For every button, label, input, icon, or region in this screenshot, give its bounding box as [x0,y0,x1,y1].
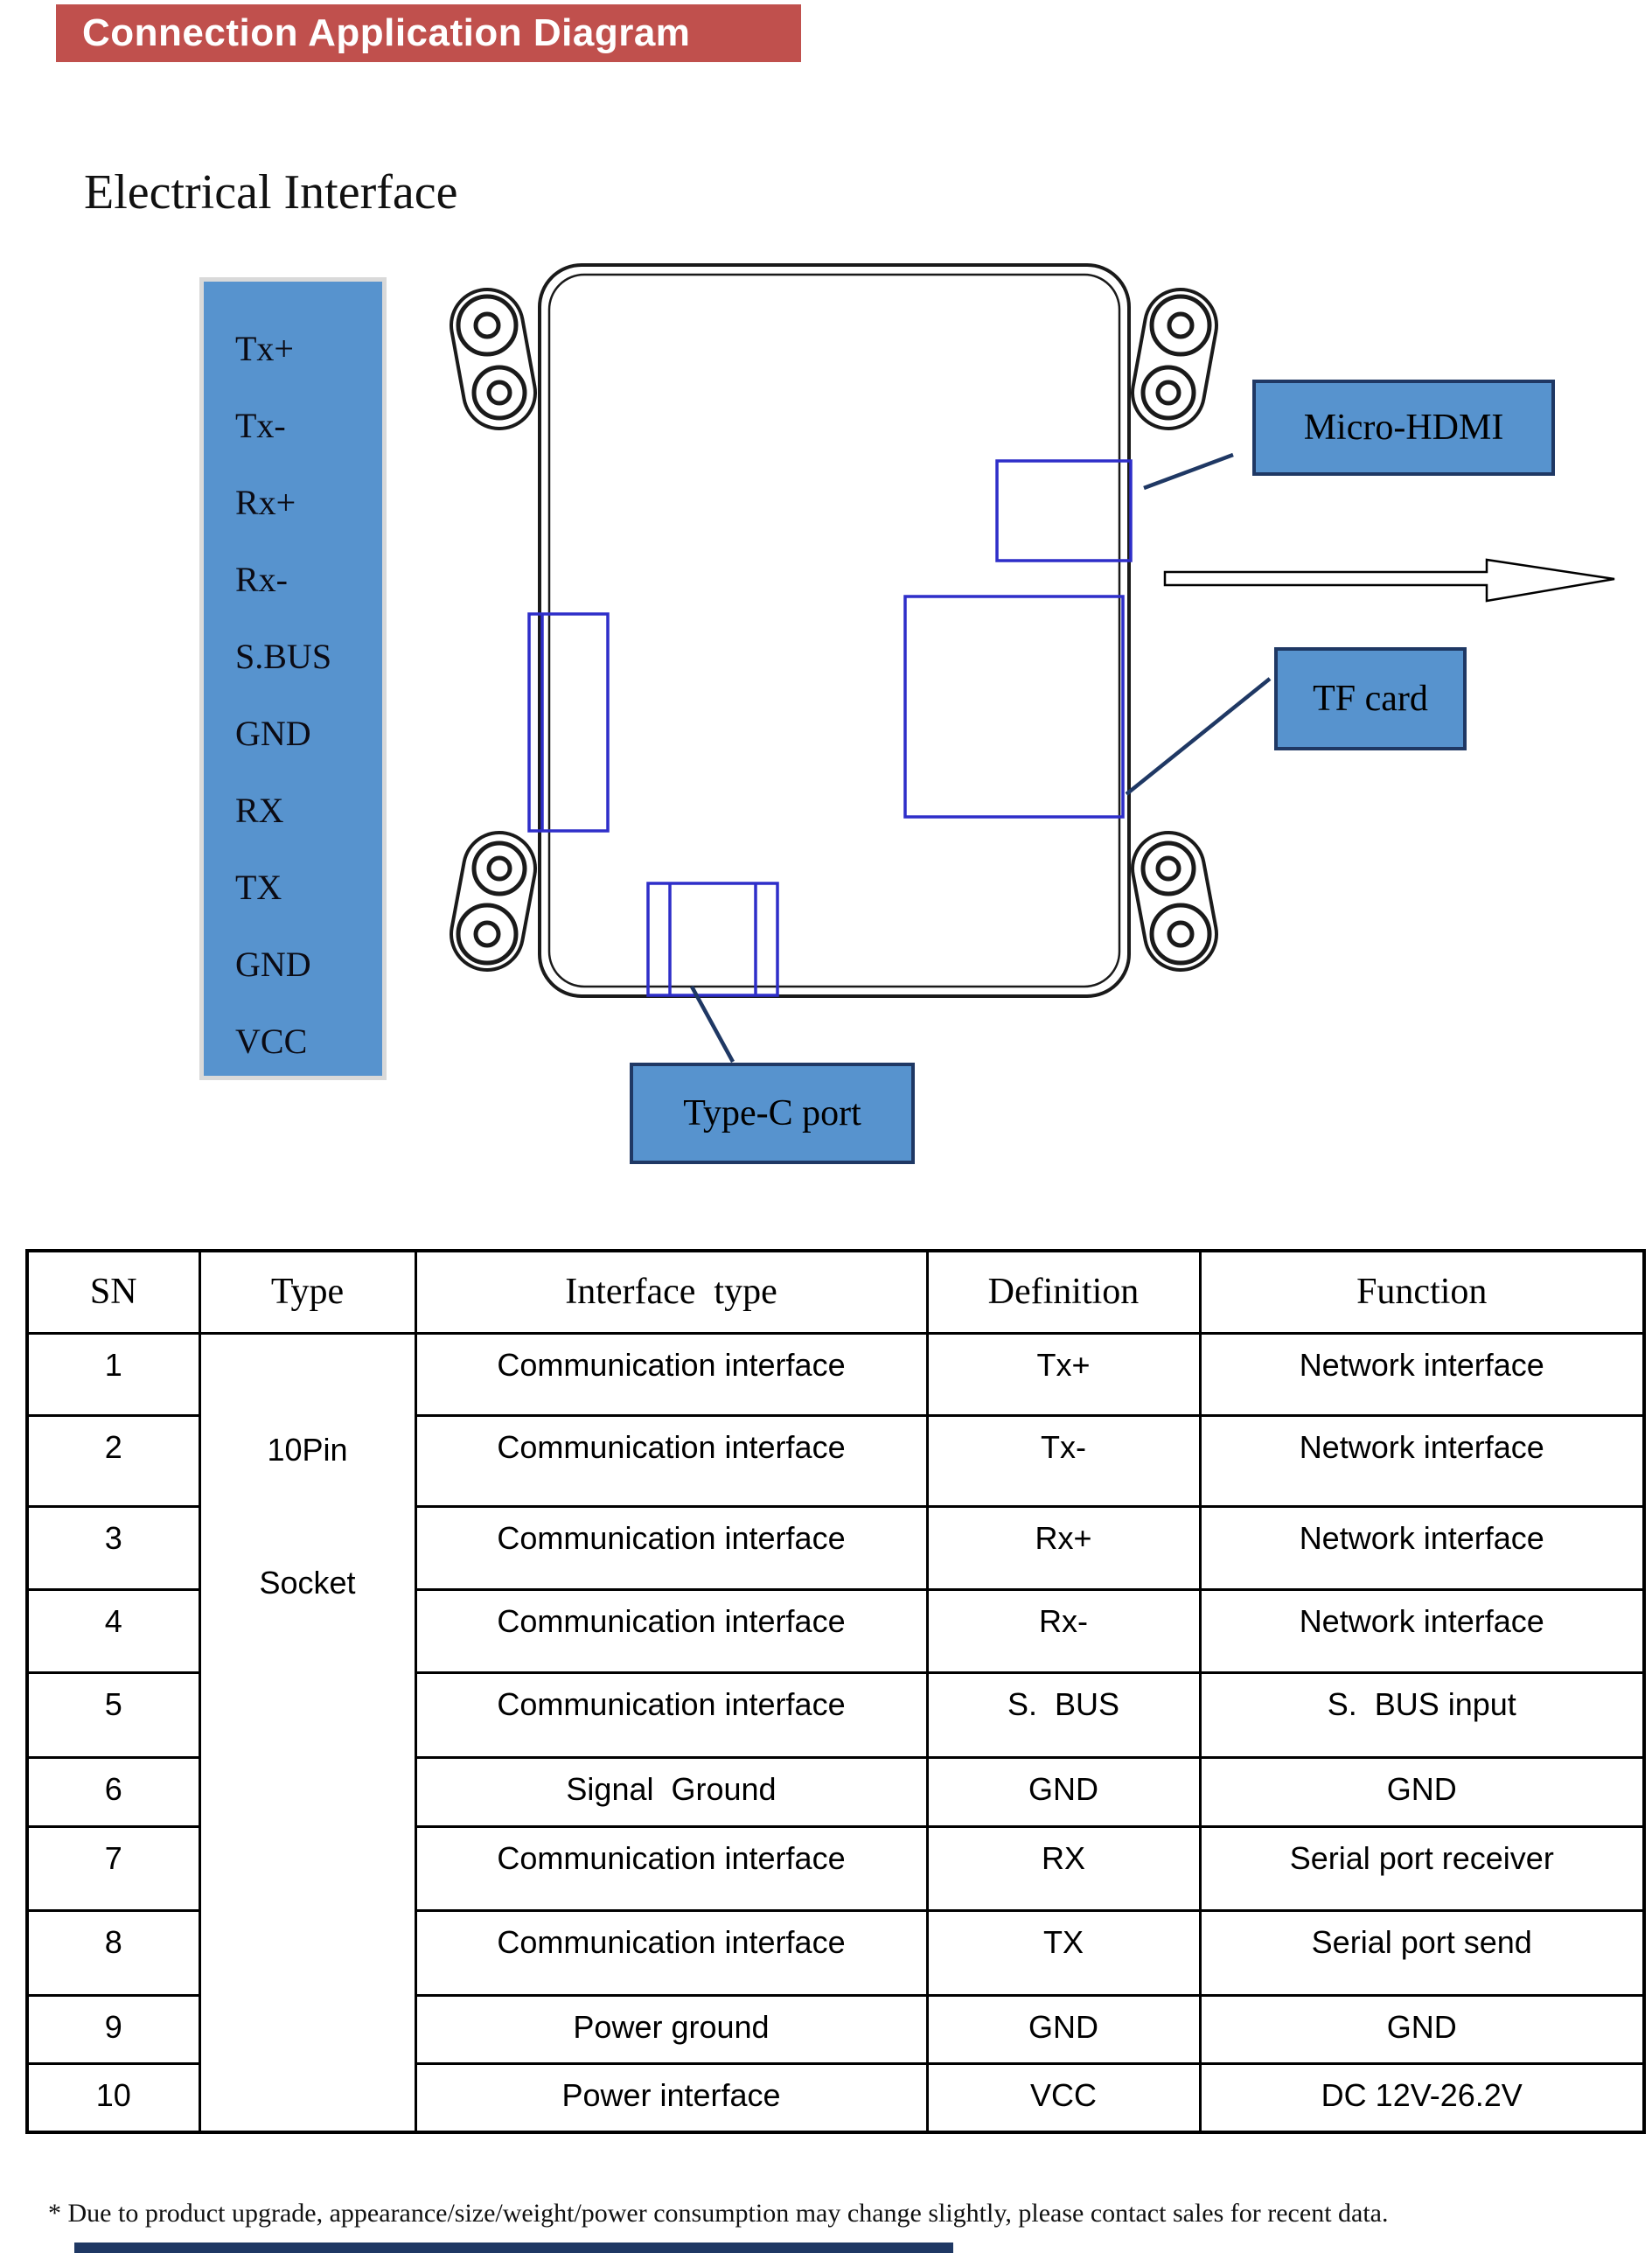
pin-label: Tx- [235,406,286,445]
col-header-type: Type [199,1251,415,1333]
cell-sn: 1 [27,1333,199,1415]
leader-line-tf [1126,679,1270,794]
cell-definition: GND [927,1757,1200,1826]
cell-sn: 6 [27,1757,199,1826]
pin-label: GND [235,945,311,984]
cell-interface: Communication interface [415,1910,927,1995]
cell-interface: Communication interface [415,1826,927,1910]
device-body-outline [540,265,1129,996]
typec-label: Type-C port [683,1093,861,1133]
hdmi-label-box [1252,380,1555,476]
tf-card-label-box [1274,647,1467,750]
cell-function: Serial port receiver [1200,1826,1644,1910]
pin-label: VCC [235,1022,308,1061]
section-banner [56,4,801,62]
col-header-function: Function [1200,1251,1644,1333]
typec-label-box [630,1063,915,1164]
pin-label: TX [235,868,282,907]
cell-definition: Rx+ [927,1506,1200,1589]
cell-function: Serial port send [1200,1910,1644,1995]
cell-interface: Power interface [415,2063,927,2132]
cell-definition: VCC [927,2063,1200,2132]
cell-interface: Signal Ground [415,1757,927,1826]
cell-sn: 10 [27,2063,199,2132]
col-header-interface: Interface type [415,1251,927,1333]
cell-function: DC 12V-26.2V [1200,2063,1644,2132]
col-header-sn: SN [27,1251,199,1333]
col-header-definition: Definition [927,1251,1200,1333]
cell-type-merged [199,1333,415,2132]
pin-label: Tx+ [235,329,294,368]
table-row [27,1333,1644,1415]
cell-sn: 2 [27,1415,199,1506]
cell-sn: 5 [27,1672,199,1757]
cell-function: Network interface [1200,1506,1644,1589]
cell-sn: 4 [27,1589,199,1672]
cell-sn: 8 [27,1910,199,1995]
cell-interface: Communication interface [415,1415,927,1506]
cell-sn: 9 [27,1995,199,2063]
pin-label: Rx+ [235,483,296,522]
cell-sn: 3 [27,1506,199,1589]
cell-function: Network interface [1200,1415,1644,1506]
cell-interface: Communication interface [415,1589,927,1672]
cell-sn: 7 [27,1826,199,1910]
cell-definition: RX [927,1826,1200,1910]
type-line1: 10Pin [267,1431,348,1468]
table-header-row [27,1251,1644,1333]
section-banner-title: Connection Application Diagram [82,11,691,54]
cell-interface: Power ground [415,1995,927,2063]
cell-definition: Tx- [927,1415,1200,1506]
tf-card-label: TF card [1313,679,1428,719]
cell-function: S. BUS input [1200,1672,1644,1757]
leader-line-hdmi [1144,455,1233,488]
cell-function: GND [1200,1995,1644,2063]
right-arrow [1165,560,1614,601]
cell-function: GND [1200,1757,1644,1826]
cell-definition: GND [927,1995,1200,2063]
pin-label: RX [235,791,284,830]
pin-label: S.BUS [235,637,332,676]
cell-interface: Communication interface [415,1506,927,1589]
cell-definition: S. BUS [927,1672,1200,1757]
pin-label: GND [235,714,311,753]
page-title: Electrical Interface [84,165,458,220]
cell-interface: Communication interface [415,1333,927,1415]
cell-definition: TX [927,1910,1200,1995]
cell-definition: Tx+ [927,1333,1200,1415]
cell-interface: Communication interface [415,1672,927,1757]
pin-label: Rx- [235,560,288,599]
next-section-banner-cutoff [74,2243,953,2253]
cell-function: Network interface [1200,1333,1644,1415]
footnote: * Due to product upgrade, appearance/size/weight/power consumption may change slightly, please contact sales for recent data. [48,2199,1389,2228]
pin-labels-panel [199,277,387,1080]
cell-function: Network interface [1200,1589,1644,1672]
pinout-table [25,1249,1646,2134]
type-line2: Socket [259,1564,356,1601]
hdmi-label: Micro-HDMI [1303,408,1504,448]
cell-definition: Rx- [927,1589,1200,1672]
